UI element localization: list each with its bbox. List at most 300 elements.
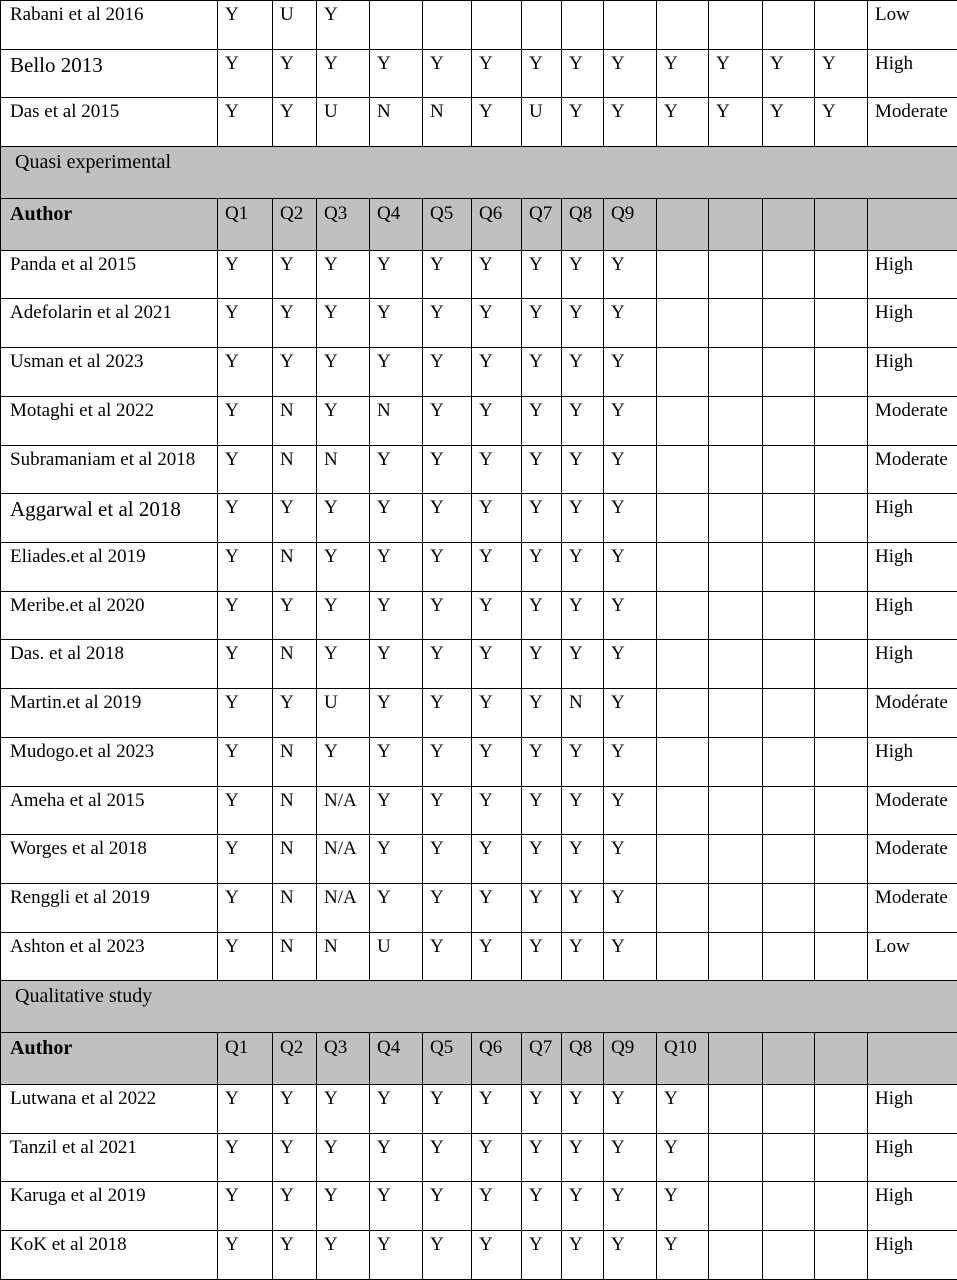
author-cell: Ashton et al 2023 — [1, 932, 218, 981]
answer-cell: U — [317, 98, 370, 147]
answer-cell — [709, 543, 763, 592]
answer-cell: Y — [423, 591, 472, 640]
answer-cell — [709, 299, 763, 348]
answer-cell: Y — [472, 49, 522, 98]
answer-cell — [709, 640, 763, 689]
answer-cell: Y — [472, 445, 522, 494]
answer-cell: N — [273, 396, 317, 445]
answer-cell: Y — [218, 445, 273, 494]
author-cell: Eliades.et al 2019 — [1, 543, 218, 592]
answer-cell: Y — [562, 1085, 604, 1134]
table-row — [1, 348, 957, 397]
answer-cell — [709, 250, 763, 299]
question-column-header: Q3 — [317, 198, 370, 250]
answer-cell: Y — [522, 1231, 562, 1280]
table-row — [1, 1133, 957, 1182]
answer-cell: Y — [317, 494, 370, 543]
table-row — [1, 1, 957, 50]
answer-cell — [657, 591, 709, 640]
answer-cell: Y — [472, 98, 522, 147]
answer-cell — [709, 689, 763, 738]
answer-cell: U — [522, 98, 562, 147]
answer-cell: N/A — [317, 786, 370, 835]
answer-cell: Y — [370, 494, 423, 543]
rating-cell: High — [868, 1133, 957, 1182]
table-body — [1, 1, 957, 1280]
answer-cell: Y — [218, 396, 273, 445]
answer-cell: Y — [317, 1231, 370, 1280]
answer-cell: Y — [522, 299, 562, 348]
answer-cell: Y — [370, 250, 423, 299]
rating-cell: High — [868, 1085, 957, 1134]
answer-cell — [815, 835, 868, 884]
answer-cell: Y — [522, 250, 562, 299]
answer-cell — [763, 494, 815, 543]
answer-cell: Y — [472, 884, 522, 933]
question-column-header — [657, 198, 709, 250]
answer-cell: Y — [218, 884, 273, 933]
author-cell: Renggli et al 2019 — [1, 884, 218, 933]
answer-cell — [763, 299, 815, 348]
answer-cell: Y — [423, 250, 472, 299]
answer-cell: Y — [562, 396, 604, 445]
answer-cell: Y — [815, 49, 868, 98]
answer-cell: N/A — [317, 884, 370, 933]
rating-cell: High — [868, 494, 957, 543]
answer-cell — [815, 348, 868, 397]
answer-cell: U — [273, 1, 317, 50]
answer-cell: Y — [472, 932, 522, 981]
answer-cell: Y — [657, 1133, 709, 1182]
answer-cell — [709, 1, 763, 50]
section-header-row — [1, 981, 957, 1033]
question-column-header: Q2 — [273, 198, 317, 250]
author-cell: Panda et al 2015 — [1, 250, 218, 299]
answer-cell: Y — [273, 250, 317, 299]
rating-cell: Moderate — [868, 884, 957, 933]
question-column-header: Q7 — [522, 1033, 562, 1085]
answer-cell — [815, 494, 868, 543]
answer-cell: Y — [522, 786, 562, 835]
rating-cell: Moderate — [868, 445, 957, 494]
answer-cell — [709, 494, 763, 543]
rating-column-header — [868, 1033, 957, 1085]
answer-cell: Y — [218, 737, 273, 786]
author-column-header: Author — [1, 198, 218, 250]
answer-cell: Y — [472, 786, 522, 835]
answer-cell: Y — [522, 348, 562, 397]
answer-cell — [709, 396, 763, 445]
answer-cell: Y — [604, 640, 657, 689]
answer-cell: N — [273, 543, 317, 592]
section-title: Qualitative study — [1, 981, 957, 1033]
table-row — [1, 98, 957, 147]
answer-cell: Y — [317, 1, 370, 50]
answer-cell: Y — [218, 640, 273, 689]
answer-cell: Y — [317, 299, 370, 348]
table-row — [1, 932, 957, 981]
answer-cell — [763, 396, 815, 445]
answer-cell: Y — [218, 1182, 273, 1231]
answer-cell: Y — [604, 1231, 657, 1280]
answer-cell: Y — [562, 786, 604, 835]
author-column-header: Author — [1, 1033, 218, 1085]
answer-cell: Y — [522, 396, 562, 445]
answer-cell — [815, 396, 868, 445]
answer-cell: Y — [472, 591, 522, 640]
answer-cell — [657, 445, 709, 494]
question-column-header: Q9 — [604, 198, 657, 250]
question-column-header: Q3 — [317, 1033, 370, 1085]
answer-cell: Y — [472, 640, 522, 689]
question-column-header — [763, 1033, 815, 1085]
answer-cell: Y — [273, 49, 317, 98]
answer-cell: Y — [370, 445, 423, 494]
answer-cell: Y — [423, 932, 472, 981]
answer-cell — [763, 1, 815, 50]
table-row — [1, 1182, 957, 1231]
table-row — [1, 689, 957, 738]
answer-cell — [709, 737, 763, 786]
answer-cell — [472, 1, 522, 50]
answer-cell: Y — [522, 737, 562, 786]
table-row — [1, 494, 957, 543]
rating-cell: Moderate — [868, 835, 957, 884]
answer-cell — [763, 1231, 815, 1280]
answer-cell — [562, 1, 604, 50]
answer-cell: Y — [522, 884, 562, 933]
answer-cell — [370, 1, 423, 50]
answer-cell: Y — [522, 689, 562, 738]
answer-cell — [763, 1085, 815, 1134]
author-cell: Lutwana et al 2022 — [1, 1085, 218, 1134]
answer-cell — [709, 1133, 763, 1182]
answer-cell: N — [273, 884, 317, 933]
answer-cell — [815, 1085, 868, 1134]
answer-cell: Y — [317, 348, 370, 397]
answer-cell — [815, 250, 868, 299]
answer-cell: Y — [472, 1182, 522, 1231]
answer-cell: Y — [218, 689, 273, 738]
question-column-header: Q2 — [273, 1033, 317, 1085]
answer-cell: Y — [423, 543, 472, 592]
author-cell: Tanzil et al 2021 — [1, 1133, 218, 1182]
answer-cell — [763, 1182, 815, 1231]
answer-cell: N — [273, 737, 317, 786]
answer-cell: Y — [604, 1182, 657, 1231]
question-column-header: Q9 — [604, 1033, 657, 1085]
answer-cell — [657, 884, 709, 933]
answer-cell: Y — [273, 348, 317, 397]
answer-cell — [709, 348, 763, 397]
answer-cell — [709, 1085, 763, 1134]
answer-cell: Y — [317, 396, 370, 445]
answer-cell: Y — [604, 543, 657, 592]
question-column-header — [763, 198, 815, 250]
answer-cell: Y — [604, 1085, 657, 1134]
answer-cell: Y — [423, 786, 472, 835]
answer-cell: Y — [562, 640, 604, 689]
author-cell: Das. et al 2018 — [1, 640, 218, 689]
answer-cell: Y — [472, 299, 522, 348]
author-cell: KoK et al 2018 — [1, 1231, 218, 1280]
answer-cell — [815, 543, 868, 592]
table-row — [1, 786, 957, 835]
answer-cell: Y — [370, 640, 423, 689]
answer-cell: Y — [423, 49, 472, 98]
answer-cell: Y — [657, 49, 709, 98]
answer-cell: N — [273, 932, 317, 981]
answer-cell — [763, 786, 815, 835]
answer-cell: Y — [604, 250, 657, 299]
question-column-header: Q1 — [218, 198, 273, 250]
rating-cell: High — [868, 1231, 957, 1280]
answer-cell: Y — [604, 689, 657, 738]
answer-cell: N — [370, 98, 423, 147]
author-cell: Mudogo.et al 2023 — [1, 737, 218, 786]
answer-cell: Y — [273, 1133, 317, 1182]
answer-cell: Y — [657, 98, 709, 147]
rating-cell: High — [868, 1182, 957, 1231]
table-row — [1, 591, 957, 640]
answer-cell: Y — [604, 884, 657, 933]
answer-cell: Y — [472, 1085, 522, 1134]
answer-cell: N — [273, 835, 317, 884]
question-column-header: Q5 — [423, 198, 472, 250]
table-row — [1, 884, 957, 933]
answer-cell — [604, 1, 657, 50]
answer-cell: Y — [709, 98, 763, 147]
answer-cell: Y — [472, 737, 522, 786]
answer-cell: Y — [273, 1085, 317, 1134]
rating-cell: Moderate — [868, 786, 957, 835]
answer-cell — [657, 835, 709, 884]
answer-cell: Y — [370, 348, 423, 397]
section-title: Quasi experimental — [1, 147, 957, 199]
answer-cell: Y — [562, 445, 604, 494]
answer-cell — [815, 591, 868, 640]
answer-cell: Y — [562, 835, 604, 884]
answer-cell: Y — [815, 98, 868, 147]
answer-cell — [657, 348, 709, 397]
answer-cell — [815, 884, 868, 933]
answer-cell — [657, 250, 709, 299]
answer-cell: Y — [218, 1231, 273, 1280]
answer-cell: Y — [562, 1182, 604, 1231]
rating-cell: Low — [868, 1, 957, 50]
answer-cell — [709, 884, 763, 933]
answer-cell: Y — [317, 640, 370, 689]
answer-cell — [657, 543, 709, 592]
answer-cell: Y — [604, 98, 657, 147]
column-header-row — [1, 198, 957, 250]
answer-cell: Y — [317, 543, 370, 592]
answer-cell: Y — [423, 494, 472, 543]
answer-cell: Y — [218, 98, 273, 147]
answer-cell: Y — [423, 835, 472, 884]
answer-cell: Y — [370, 591, 423, 640]
answer-cell — [815, 1, 868, 50]
answer-cell: U — [370, 932, 423, 981]
answer-cell — [763, 689, 815, 738]
table-row — [1, 1231, 957, 1280]
author-cell: Aggarwal et al 2018 — [1, 494, 218, 543]
answer-cell: Y — [370, 299, 423, 348]
answer-cell: Y — [218, 591, 273, 640]
answer-cell: Y — [218, 250, 273, 299]
answer-cell — [709, 932, 763, 981]
answer-cell — [709, 1231, 763, 1280]
table-row — [1, 445, 957, 494]
answer-cell: N — [273, 445, 317, 494]
answer-cell: Y — [562, 494, 604, 543]
answer-cell: Y — [604, 445, 657, 494]
answer-cell: Y — [522, 494, 562, 543]
table-row — [1, 299, 957, 348]
question-column-header: Q5 — [423, 1033, 472, 1085]
answer-cell: Y — [472, 1133, 522, 1182]
author-cell: Rabani et al 2016 — [1, 1, 218, 50]
answer-cell: Y — [604, 494, 657, 543]
rating-cell: High — [868, 737, 957, 786]
answer-cell — [657, 1, 709, 50]
answer-cell — [815, 1231, 868, 1280]
answer-cell: Y — [273, 98, 317, 147]
author-cell: Worges et al 2018 — [1, 835, 218, 884]
answer-cell — [763, 1133, 815, 1182]
answer-cell — [815, 1182, 868, 1231]
question-column-header: Q1 — [218, 1033, 273, 1085]
answer-cell: Y — [423, 737, 472, 786]
answer-cell: Y — [657, 1182, 709, 1231]
rating-cell: Modérate — [868, 689, 957, 738]
answer-cell: Y — [472, 835, 522, 884]
answer-cell: Y — [604, 396, 657, 445]
answer-cell: Y — [370, 1085, 423, 1134]
question-column-header: Q10 — [657, 1033, 709, 1085]
answer-cell: Y — [562, 98, 604, 147]
rating-cell: High — [868, 299, 957, 348]
answer-cell: Y — [604, 786, 657, 835]
answer-cell — [657, 932, 709, 981]
author-cell: Das et al 2015 — [1, 98, 218, 147]
answer-cell — [709, 786, 763, 835]
question-column-header: Q8 — [562, 198, 604, 250]
answer-cell: Y — [370, 786, 423, 835]
rating-cell: High — [868, 543, 957, 592]
answer-cell — [709, 591, 763, 640]
answer-cell — [815, 1133, 868, 1182]
answer-cell: Y — [562, 299, 604, 348]
answer-cell: Y — [562, 1133, 604, 1182]
answer-cell: Y — [522, 1182, 562, 1231]
question-column-header — [815, 1033, 868, 1085]
answer-cell: Y — [709, 49, 763, 98]
rating-cell: Low — [868, 932, 957, 981]
answer-cell: Y — [604, 49, 657, 98]
answer-cell: Y — [604, 299, 657, 348]
rating-cell: High — [868, 640, 957, 689]
answer-cell: Y — [218, 494, 273, 543]
answer-cell: Y — [423, 1231, 472, 1280]
answer-cell: Y — [657, 1085, 709, 1134]
answer-cell — [763, 932, 815, 981]
rating-cell: High — [868, 250, 957, 299]
answer-cell: N — [317, 445, 370, 494]
rating-cell: High — [868, 348, 957, 397]
answer-cell: Y — [317, 49, 370, 98]
answer-cell: Y — [273, 1182, 317, 1231]
answer-cell: N — [370, 396, 423, 445]
answer-cell — [657, 640, 709, 689]
section-header-row — [1, 147, 957, 199]
answer-cell: Y — [370, 543, 423, 592]
table-row — [1, 835, 957, 884]
column-header-row — [1, 1033, 957, 1085]
answer-cell — [763, 543, 815, 592]
answer-cell — [709, 445, 763, 494]
answer-cell: Y — [317, 591, 370, 640]
answer-cell — [657, 494, 709, 543]
answer-cell: N — [562, 689, 604, 738]
answer-cell: Y — [562, 543, 604, 592]
answer-cell — [815, 299, 868, 348]
table-row — [1, 1085, 957, 1134]
answer-cell: Y — [423, 396, 472, 445]
answer-cell: Y — [562, 932, 604, 981]
answer-cell: N/A — [317, 835, 370, 884]
answer-cell — [657, 396, 709, 445]
answer-cell: Y — [522, 1085, 562, 1134]
answer-cell — [709, 835, 763, 884]
answer-cell: Y — [472, 689, 522, 738]
answer-cell: Y — [522, 445, 562, 494]
rating-column-header — [868, 198, 957, 250]
question-column-header: Q8 — [562, 1033, 604, 1085]
table-row — [1, 640, 957, 689]
answer-cell: Y — [763, 49, 815, 98]
answer-cell: Y — [273, 591, 317, 640]
answer-cell: Y — [562, 591, 604, 640]
answer-cell: Y — [522, 1133, 562, 1182]
answer-cell: Y — [604, 591, 657, 640]
author-cell: Adefolarin et al 2021 — [1, 299, 218, 348]
author-cell: Ameha et al 2015 — [1, 786, 218, 835]
answer-cell — [657, 737, 709, 786]
answer-cell: Y — [423, 689, 472, 738]
answer-cell: Y — [604, 835, 657, 884]
answer-cell — [815, 640, 868, 689]
question-column-header — [709, 198, 763, 250]
answer-cell — [657, 689, 709, 738]
answer-cell: Y — [218, 49, 273, 98]
answer-cell: Y — [218, 1085, 273, 1134]
answer-cell: Y — [273, 494, 317, 543]
answer-cell: Y — [472, 348, 522, 397]
table-row — [1, 543, 957, 592]
answer-cell: Y — [370, 1133, 423, 1182]
author-cell: Subramaniam et al 2018 — [1, 445, 218, 494]
answer-cell: Y — [218, 1133, 273, 1182]
answer-cell: Y — [562, 884, 604, 933]
answer-cell: Y — [604, 932, 657, 981]
answer-cell: Y — [562, 348, 604, 397]
answer-cell: Y — [604, 1133, 657, 1182]
answer-cell: Y — [370, 737, 423, 786]
answer-cell: Y — [423, 299, 472, 348]
answer-cell: Y — [423, 348, 472, 397]
question-column-header — [815, 198, 868, 250]
